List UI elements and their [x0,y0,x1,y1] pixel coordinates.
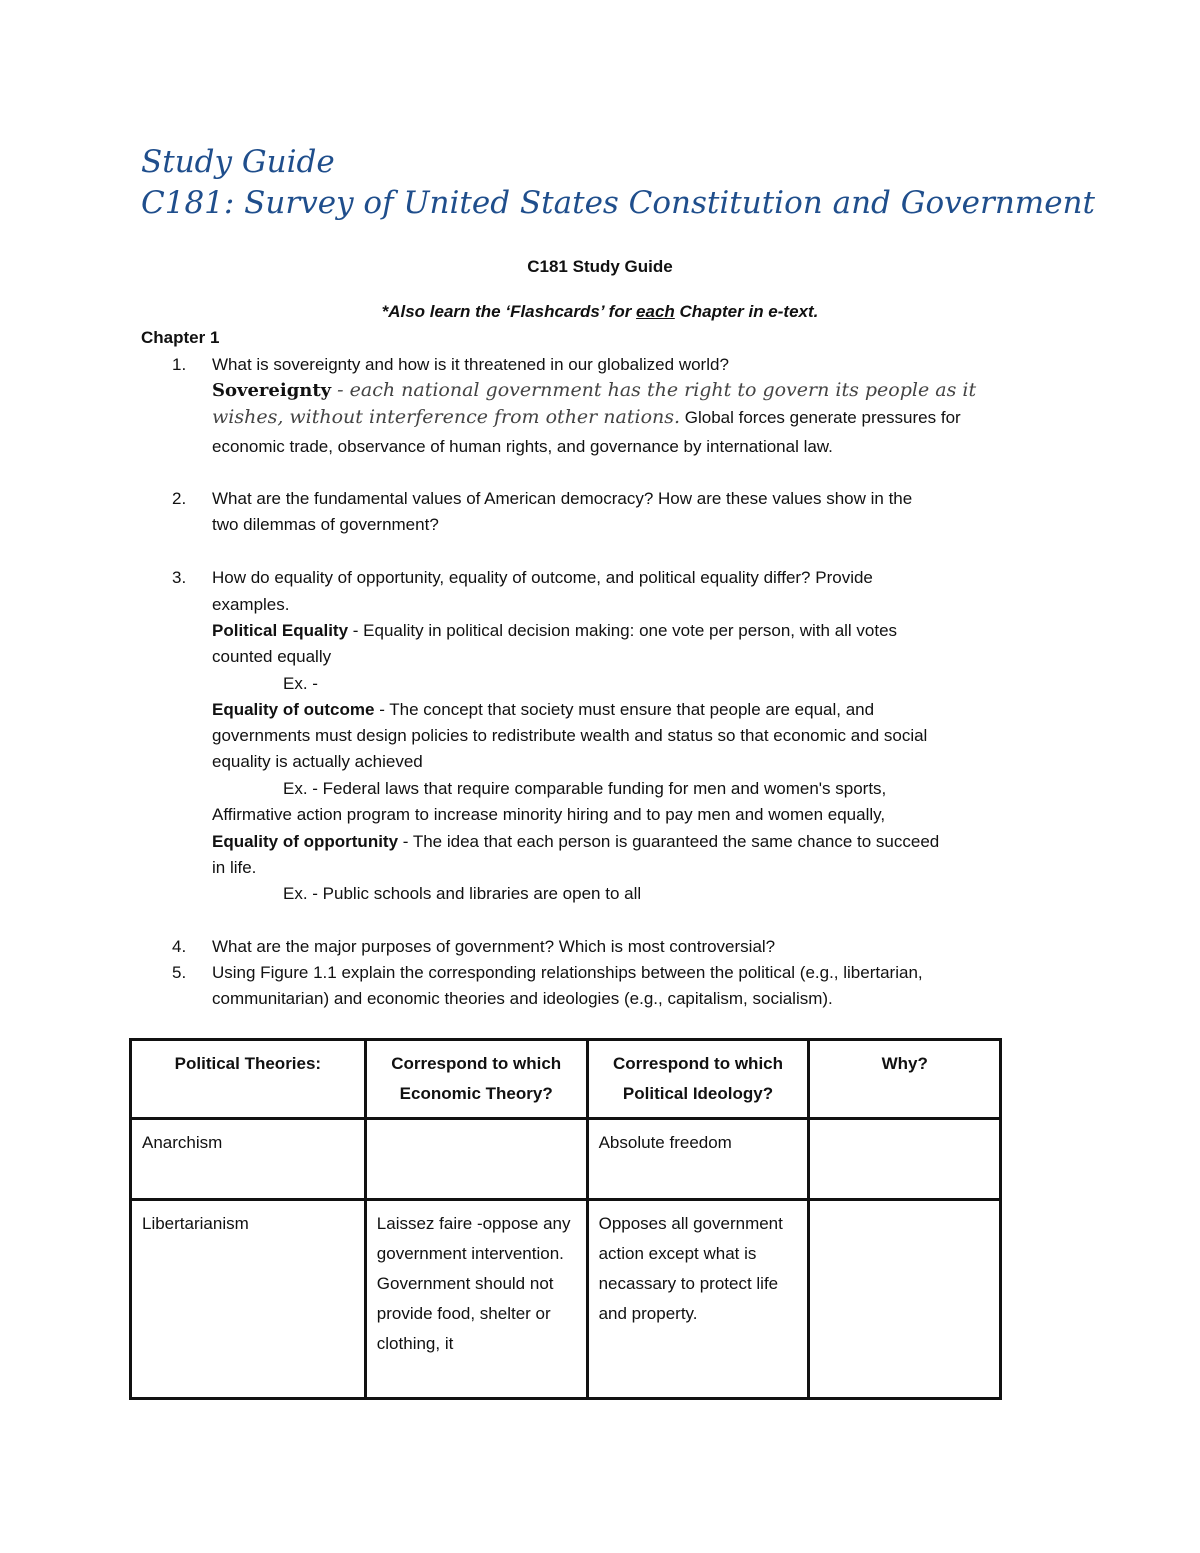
equality-outcome-def2: governments must design policies to redistribute wealth and status so that economic and social [212,726,928,745]
course-title: C181: Survey of United States Constitution and Government [141,185,1095,221]
table-cell: Laissez faire -oppose any government intervention. Government should not provide food, shelter or clothing, it [365,1200,587,1399]
q5-line1: Using Figure 1.1 explain the corresponding relationships between the political (e.g., libertarian, [212,963,923,982]
equality-outcome-example2: Affirmative action program to increase minority hiring and to pay men and women equally, [212,805,886,824]
table-cell [809,1200,1001,1399]
equality-opportunity-example: Ex. - Public schools and libraries are open to all [283,884,642,903]
table-cell: Absolute freedom [587,1119,809,1200]
equality-outcome-def3: equality is actually achieved [212,752,423,771]
q1-answer-line3: economic trade, observance of human rights, and governance by international law. [212,437,833,456]
q2-line1: What are the fundamental values of American democracy? How are these values show in the [212,489,913,508]
q3-line2: examples. [212,595,290,614]
q1-answer-line1: Sovereignty - each national government has the right to govern its people as it [212,379,977,401]
equality-opportunity-def2: in life. [212,858,257,877]
header-political-theories: Political Theories: [131,1040,366,1119]
table-cell: Anarchism [131,1119,366,1200]
table-cell [809,1119,1001,1200]
header-economic-theory: Correspond to which Economic Theory? [365,1040,587,1119]
q1-question: What is sovereignty and how is it threatened in our globalized world? [212,355,729,374]
subtitle: C181 Study Guide [527,257,673,276]
q5-number: 5. [172,963,187,982]
equality-outcome-def: Equality of outcome - The concept that society must ensure that people are equal, and [212,700,875,719]
flashcards-note: *Also learn the ‘Flashcards’ for each Chapter in e-text. [381,302,819,321]
q3-number: 3. [172,568,187,587]
q5-line2: communitarian) and economic theories and ideologies (e.g., capitalism, socialism). [212,989,833,1008]
document-title: Study Guide [141,144,335,180]
table-cell: Libertarianism [131,1200,366,1399]
q2-line2: two dilemmas of government? [212,515,439,534]
q2-number: 2. [172,489,187,508]
political-equality-def2: counted equally [212,647,332,666]
table-cell [365,1119,587,1200]
equality-opportunity-def: Equality of opportunity - The idea that each person is guaranteed the same chance to succeed [212,832,940,851]
table-header-row [131,1040,1001,1119]
header-why: Why? [809,1040,1001,1119]
header-political-ideology: Correspond to which Political Ideology? [587,1040,809,1119]
table-row [131,1200,1001,1399]
q3-line1: How do equality of opportunity, equality of outcome, and political equality differ? Provide [212,568,873,587]
political-theories-table [129,1038,1002,1400]
q1-number: 1. [172,355,187,374]
political-equality-example: Ex. - [283,674,318,693]
equality-outcome-example: Ex. - Federal laws that require comparable funding for men and women's sports, [283,779,887,798]
q1-answer-line2: wishes, without interference from other nations. Global forces generate pressures for [212,406,961,428]
table-row [131,1119,1001,1200]
q4-line1: What are the major purposes of government? Which is most controversial? [212,937,776,956]
chapter-heading: Chapter 1 [141,328,220,347]
table-cell: Opposes all government action except what is necassary to protect life and property. [587,1200,809,1399]
political-equality-def: Political Equality - Equality in political decision making: one vote per person, with all votes [212,621,898,640]
q4-number: 4. [172,937,187,956]
